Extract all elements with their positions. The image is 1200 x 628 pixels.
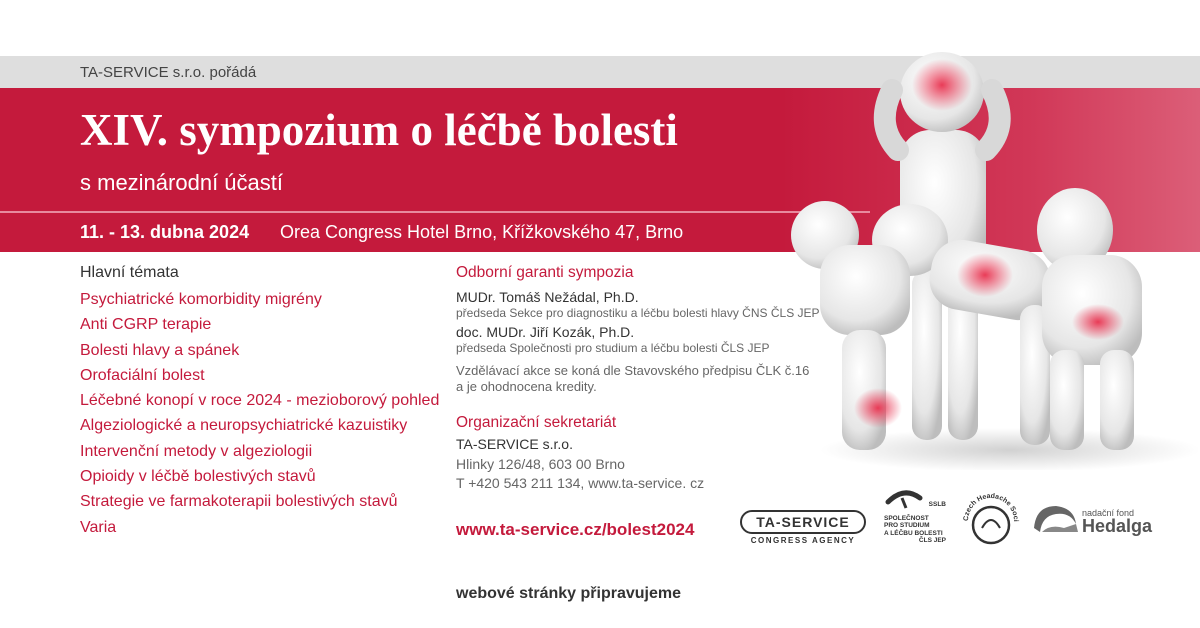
hedalga-logo-small-text: nadační fond — [1082, 508, 1135, 518]
guarantor-1-name: MUDr. Tomáš Nežádal, Ph.D. — [456, 289, 639, 305]
event-website-link[interactable]: www.ta-service.cz/bolest2024 — [456, 520, 695, 539]
topic-item: Psychiatrické komorbidity migrény — [80, 291, 322, 308]
topic-item: Algeziologické a neuropsychiatrické kazuistiky — [80, 417, 408, 435]
sslb-line-4: ČLS JEP — [918, 537, 946, 544]
topics-heading: Hlavní témata — [80, 264, 179, 281]
website-preparing-note: webové stránky připravujeme — [456, 585, 681, 602]
topic-item: Strategie ve farmakoterapii bolestivých stavů — [80, 493, 398, 511]
topics-list — [80, 290, 439, 543]
event-title: XIV. sympozium o léčbě bolesti — [80, 105, 678, 155]
hedalga-logo-name: Hedalga — [1082, 516, 1153, 536]
topic-item: Léčebné konopí v roce 2024 - mezioborový pohled — [80, 392, 440, 410]
sslb-abbr: SSLB — [928, 501, 946, 508]
czech-headache-society-logo — [960, 490, 1022, 552]
event-subtitle: s mezinárodní účastí — [80, 170, 283, 195]
sslb-line-3: A LÉČBU BOLESTI — [884, 529, 943, 537]
guarantors-heading: Odborní garanti sympozia — [456, 264, 634, 281]
accreditation-line-1: Vzdělávací akce se koná dle Stavovského předpisu ČLK č.16 — [456, 363, 810, 378]
guarantor-2-role: předseda Společnosti pro studium a léčbu bolesti ČLS JEP — [456, 341, 770, 355]
organizer-text: TA-SERVICE s.r.o. pořádá — [80, 64, 257, 81]
topic-item: Bolesti hlavy a spánek — [80, 341, 240, 359]
event-dates: 11. - 13. dubna 2024 — [80, 222, 250, 242]
secretariat-contact[interactable]: T +420 543 211 134, www.ta-service. cz — [456, 475, 705, 491]
topic-item: Opioidy v léčbě bolestivých stavů — [80, 468, 316, 486]
topic-item: Orofaciální bolest — [80, 366, 205, 384]
guarantor-1-role: předseda Sekce pro diagnostiku a léčbu bolesti hlavy ČNS ČLS JEP — [456, 306, 820, 320]
chs-logo-text: Czech Headache Soci — [962, 492, 1020, 522]
topic-item: Intervenční metody v algeziologii — [80, 442, 313, 460]
secretariat-company: TA-SERVICE s.r.o. — [456, 436, 573, 452]
pain-figures-illustration — [780, 30, 1200, 470]
sslb-line-2: PRO STUDIUM — [884, 522, 930, 529]
event-venue: Orea Congress Hotel Brno, Křížkovského 47, Brno — [280, 222, 684, 242]
ta-service-logo-sub: CONGRESS AGENCY — [750, 536, 856, 545]
topic-item: Varia — [80, 518, 117, 536]
topic-item: Anti CGRP terapie — [80, 316, 212, 334]
ta-service-logo — [740, 510, 866, 545]
secretariat-address: Hlinky 126/48, 603 00 Brno — [456, 456, 625, 472]
band-divider — [0, 211, 870, 213]
ta-service-logo-main: TA-SERVICE — [740, 510, 866, 534]
accreditation-line-2: a je ohodnocena kredity. — [456, 379, 597, 394]
sslb-logo — [884, 488, 946, 545]
guarantor-2-name: doc. MUDr. Jiří Kozák, Ph.D. — [456, 324, 635, 340]
secretariat-heading: Organizační sekretariát — [456, 414, 617, 431]
sslb-line-1: SPOLEČNOST — [884, 514, 929, 522]
sslb-emblem-icon — [884, 488, 924, 510]
